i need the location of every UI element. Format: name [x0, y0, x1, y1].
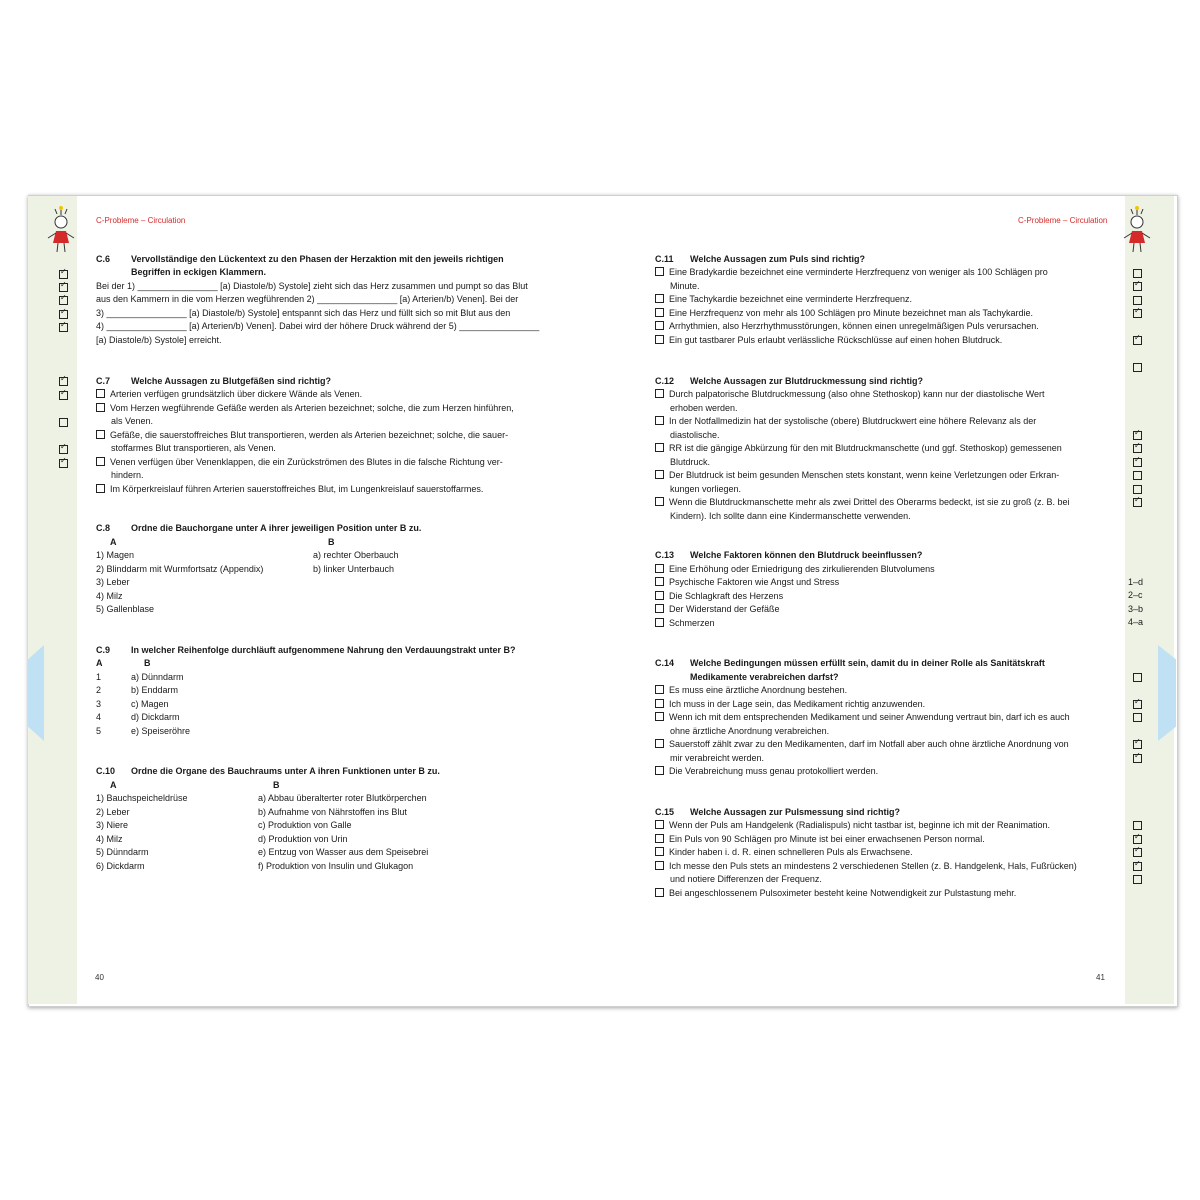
- chapter-header: C-Probleme – Circulation: [96, 216, 186, 225]
- solution-checkbox[interactable]: [1133, 471, 1142, 480]
- list-item: 6) Dickdarm: [96, 861, 145, 871]
- solution-checkbox[interactable]: [59, 391, 68, 400]
- column-head-b: B: [144, 658, 151, 668]
- question-number: C.13: [655, 550, 675, 560]
- question-number: C.8: [96, 523, 111, 533]
- answer-checkbox[interactable]: [655, 497, 664, 506]
- list-item: 2: [96, 685, 102, 695]
- list-item: 4) Milz: [96, 834, 123, 844]
- answer-text: stoffarmes Blut transportieren, als Venen.: [111, 443, 276, 453]
- answer-text: Wenn der Puls am Handgelenk (Radialispuls) nicht tastbar ist, beginne ich mit der Reanimation.: [669, 820, 1051, 830]
- answer-text: Eine Tachykardie bezeichnet eine verminderte Herzfrequenz.: [669, 294, 912, 304]
- question-title: Medikamente verabreichen darfst?: [690, 672, 839, 682]
- mascot-icon: [1120, 205, 1154, 255]
- list-item: 2) Blinddarm mit Wurmfortsatz (Appendix): [96, 564, 264, 574]
- solution-checkbox[interactable]: [1133, 740, 1142, 749]
- solution-pair: 2–c: [1128, 590, 1143, 600]
- solution-checkbox[interactable]: [59, 310, 68, 319]
- answer-checkbox[interactable]: [655, 604, 664, 613]
- list-item: b) Aufnahme von Nährstoffen ins Blut: [258, 807, 407, 817]
- answer-checkbox[interactable]: [655, 335, 664, 344]
- solution-checkbox[interactable]: [1133, 363, 1142, 372]
- column-head-a: A: [110, 537, 117, 547]
- list-item: 1: [96, 672, 102, 682]
- question-text: 3) ________________ [a) Diastole/b) Systole] entspannt sich das Herz und füllt sich so mit Blut aus den: [96, 308, 511, 318]
- question-number: C.7: [96, 376, 111, 386]
- answer-text: Der Widerstand der Gefäße: [669, 604, 780, 614]
- answer-text: Eine Bradykardie bezeichnet eine verminderte Herzfrequenz von weniger als 100 Schlägen pro: [669, 267, 1048, 277]
- solution-pair: 3–b: [1128, 604, 1144, 614]
- answer-checkbox[interactable]: [655, 591, 664, 600]
- answer-checkbox[interactable]: [96, 389, 105, 398]
- answer-text: RR ist die gängige Abkürzung für den mit Blutdruckmanschette (und ggf. Stethoskop) gemessenen: [669, 443, 1062, 453]
- answer-checkbox[interactable]: [655, 888, 664, 897]
- answer-text: erhoben werden.: [670, 403, 738, 413]
- answer-text: Es muss eine ärztliche Anordnung bestehen.: [669, 685, 848, 695]
- solution-checkbox[interactable]: [1133, 754, 1142, 763]
- solution-checkbox[interactable]: [1133, 498, 1142, 507]
- answer-text: Vom Herzen wegführende Gefäße werden als Arterien bezeichnet; solche, die zum Herzen hinführen,: [110, 403, 514, 413]
- answer-text: Ein Puls von 90 Schlägen pro Minute ist bei einer erwachsenen Person normal.: [669, 834, 985, 844]
- list-item: 5: [96, 726, 102, 736]
- question-title: Vervollständige den Lückentext zu den Phasen der Herzaktion mit den jeweils richtigen: [131, 254, 504, 264]
- question-number: C.9: [96, 645, 111, 655]
- answer-text: Minute.: [670, 281, 700, 291]
- question-title: Begriffen in eckigen Klammern.: [131, 267, 267, 277]
- question-title: Ordne die Bauchorgane unter A ihrer jeweiligen Position unter B zu.: [131, 523, 422, 533]
- solution-checkbox[interactable]: [1133, 485, 1142, 494]
- answer-checkbox[interactable]: [655, 834, 664, 843]
- solution-checkbox[interactable]: [1133, 444, 1142, 453]
- question-number: C.11: [655, 254, 674, 264]
- list-item: 3: [96, 699, 102, 709]
- answer-checkbox[interactable]: [655, 739, 664, 748]
- list-item: c) Magen: [131, 699, 169, 709]
- answer-checkbox[interactable]: [655, 685, 664, 694]
- solution-checkbox[interactable]: [1133, 296, 1142, 305]
- solution-checkbox[interactable]: [1133, 673, 1142, 682]
- answer-text: Arterien verfügen grundsätzlich über dickere Wände als Venen.: [110, 389, 363, 399]
- question-title: Welche Aussagen zur Pulsmessung sind richtig?: [690, 807, 901, 817]
- solution-checkbox[interactable]: [59, 323, 68, 332]
- answer-text: diastolische.: [670, 430, 720, 440]
- answer-text: Wenn ich mit dem entsprechenden Medikament und seiner Anwendung vertraut bin, darf ich es auch: [669, 712, 1070, 722]
- column-head-b: B: [328, 537, 335, 547]
- solution-checkbox[interactable]: [1133, 336, 1142, 345]
- list-item: d) Dickdarm: [131, 712, 180, 722]
- list-item: f) Produktion von Insulin und Glukagon: [258, 861, 414, 871]
- answer-checkbox[interactable]: [655, 712, 664, 721]
- question-text: Bei der 1) ________________ [a) Diastole/b) Systole] zieht sich das Herz zusammen und pumpt so das Blut: [96, 281, 528, 291]
- right-thumb-tab: [1158, 645, 1176, 741]
- mascot-icon: [44, 205, 78, 255]
- answer-text: hindern.: [111, 470, 144, 480]
- answer-text: Venen verfügen über Venenklappen, die ein Zurückströmen des Blutes in die falsche Richtung ver-: [110, 457, 503, 467]
- list-item: 3) Leber: [96, 577, 130, 587]
- list-item: e) Speiseröhre: [131, 726, 191, 736]
- list-item: a) rechter Oberbauch: [313, 550, 399, 560]
- answer-text: Ein gut tastbarer Puls erlaubt verlässliche Rückschlüsse auf einen hohen Blutdruck.: [669, 335, 1003, 345]
- solution-checkbox[interactable]: [1133, 309, 1142, 318]
- answer-text: In der Notfallmedizin hat der systolische (obere) Blutdruckwert eine höhere Relevanz als der: [669, 416, 1037, 426]
- list-item: 5) Gallenblase: [96, 604, 155, 614]
- answer-text: kungen vorliegen.: [670, 484, 742, 494]
- solution-checkbox[interactable]: [1133, 848, 1142, 857]
- answer-text: Sauerstoff zählt zwar zu den Medikamenten, darf im Notfall aber auch ohne ärztliche Anordnung von: [669, 739, 1069, 749]
- left-margin-strip: [28, 196, 77, 1004]
- list-item: 1) Bauchspeicheldrüse: [96, 793, 188, 803]
- list-item: b) linker Unterbauch: [313, 564, 395, 574]
- answer-checkbox[interactable]: [655, 321, 664, 330]
- answer-checkbox[interactable]: [655, 564, 664, 573]
- solution-checkbox[interactable]: [1133, 862, 1142, 871]
- page-number: 41: [1096, 973, 1105, 982]
- question-title: Welche Bedingungen müssen erfüllt sein, damit du in deiner Rolle als Sanitätskraft: [690, 658, 1045, 668]
- left-thumb-tab: [28, 645, 44, 741]
- column-head-a: A: [96, 658, 103, 668]
- solution-checkbox[interactable]: [1133, 713, 1142, 722]
- question-number: C.14: [655, 658, 675, 668]
- answer-checkbox[interactable]: [96, 430, 105, 439]
- answer-text: und notiere Differenzen der Frequenz.: [670, 874, 822, 884]
- answer-text: Ich messe den Puls stets an mindestens 2 verschiedenen Stellen (z. B. Handgelenk, Hals, Fußrücken): [669, 861, 1077, 871]
- answer-checkbox[interactable]: [655, 443, 664, 452]
- list-item: a) Dünndarm: [131, 672, 184, 682]
- chapter-header: C-Probleme – Circulation: [1018, 216, 1108, 225]
- question-text: 4) ________________ [a) Arterien/b) Venen]. Dabei wird der höhere Druck während der 5) ________________: [96, 321, 540, 331]
- answer-text: Im Körperkreislauf führen Arterien sauerstoffreiches Blut, im Lungenkreislauf sauerstoffarmes.: [110, 484, 484, 494]
- solution-checkbox[interactable]: [59, 296, 68, 305]
- solution-checkbox[interactable]: [59, 418, 68, 427]
- question-number: C.6: [96, 254, 111, 264]
- answer-text: Arrhythmien, also Herzrhythmusstörungen, können einen unregelmäßigen Puls verursachen.: [669, 321, 1039, 331]
- answer-text: Psychische Faktoren wie Angst und Stress: [669, 577, 840, 587]
- list-item: d) Produktion von Urin: [258, 834, 348, 844]
- question-title: In welcher Reihenfolge durchläuft aufgenommene Nahrung den Verdauungstrakt unter B?: [131, 645, 516, 655]
- solution-checkbox[interactable]: [1133, 821, 1142, 830]
- list-item: 4: [96, 712, 102, 722]
- answer-checkbox[interactable]: [655, 766, 664, 775]
- answer-text: ohne ärztliche Anordnung verabreichen.: [670, 726, 830, 736]
- column-head-a: A: [110, 780, 117, 790]
- list-item: e) Entzug von Wasser aus dem Speisebrei: [258, 847, 429, 857]
- answer-text: Die Verabreichung muss genau protokolliert werden.: [669, 766, 879, 776]
- question-text: [a) Diastole/b) Systole] erreicht.: [96, 335, 222, 345]
- answer-checkbox[interactable]: [655, 577, 664, 586]
- answer-checkbox[interactable]: [655, 389, 664, 398]
- solution-checkbox[interactable]: [59, 445, 68, 454]
- question-title: Ordne die Organe des Bauchraums unter A ihren Funktionen unter B zu.: [131, 766, 440, 776]
- page-number: 40: [95, 973, 104, 982]
- solution-checkbox[interactable]: [1133, 458, 1142, 467]
- answer-text: Kinder haben i. d. R. einen schnelleren Puls als Erwachsene.: [669, 847, 913, 857]
- answer-text: Eine Herzfrequenz von mehr als 100 Schlägen pro Minute bezeichnet man als Tachykardie.: [669, 308, 1034, 318]
- list-item: 3) Niere: [96, 820, 129, 830]
- answer-checkbox[interactable]: [655, 267, 664, 276]
- answer-text: Die Schlagkraft des Herzens: [669, 591, 784, 601]
- solution-checkbox[interactable]: [59, 459, 68, 468]
- solution-checkbox[interactable]: [1133, 269, 1142, 278]
- answer-checkbox[interactable]: [655, 699, 664, 708]
- answer-text: Wenn die Blutdruckmanschette mehr als zwei Drittel des Oberarms bedeckt, ist sie zu groß (z. B. bei: [669, 497, 1070, 507]
- list-item: 1) Magen: [96, 550, 135, 560]
- answer-text: Blutdruck.: [670, 457, 711, 467]
- list-item: c) Produktion von Galle: [258, 820, 352, 830]
- answer-checkbox[interactable]: [655, 470, 664, 479]
- answer-text: als Venen.: [111, 416, 154, 426]
- question-number: C.15: [655, 807, 675, 817]
- solution-checkbox[interactable]: [59, 377, 68, 386]
- solution-checkbox[interactable]: [1133, 282, 1142, 291]
- answer-checkbox[interactable]: [655, 294, 664, 303]
- list-item: b) Enddarm: [131, 685, 179, 695]
- solution-checkbox[interactable]: [1133, 875, 1142, 884]
- answer-text: Durch palpatorische Blutdruckmessung (also ohne Stethoskop) kann nur der diastolische Wert: [669, 389, 1045, 399]
- answer-checkbox[interactable]: [655, 416, 664, 425]
- question-title: Welche Aussagen zur Blutdruckmessung sind richtig?: [690, 376, 924, 386]
- answer-checkbox[interactable]: [655, 847, 664, 856]
- answer-checkbox[interactable]: [655, 308, 664, 317]
- answer-checkbox[interactable]: [96, 403, 105, 412]
- question-title: Welche Faktoren können den Blutdruck beeinflussen?: [690, 550, 923, 560]
- column-head-b: B: [273, 780, 280, 790]
- list-item: 4) Milz: [96, 591, 123, 601]
- answer-text: Der Blutdruck ist beim gesunden Menschen stets konstant, wenn keine Verletzungen oder Erkran-: [669, 470, 1060, 480]
- solution-pair: 4–a: [1128, 617, 1144, 627]
- answer-checkbox[interactable]: [655, 618, 664, 627]
- answer-text: Eine Erhöhung oder Erniedrigung des zirkulierenden Blutvolumens: [669, 564, 935, 574]
- solution-checkbox[interactable]: [1133, 835, 1142, 844]
- question-title: Welche Aussagen zum Puls sind richtig?: [690, 254, 866, 264]
- list-item: 5) Dünndarm: [96, 847, 149, 857]
- answer-text: Schmerzen: [669, 618, 715, 628]
- answer-text: Gefäße, die sauerstoffreiches Blut transportieren, werden als Arterien bezeichnet; solche, die sauer-: [110, 430, 509, 440]
- answer-text: mir verabreicht werden.: [670, 753, 765, 763]
- question-number: C.10: [96, 766, 116, 776]
- list-item: a) Abbau überalterter roter Blutkörperchen: [258, 793, 427, 803]
- answer-text: Ich muss in der Lage sein, das Medikament richtig anzuwenden.: [669, 699, 926, 709]
- answer-checkbox[interactable]: [96, 457, 105, 466]
- answer-checkbox[interactable]: [96, 484, 105, 493]
- answer-checkbox[interactable]: [655, 820, 664, 829]
- answer-text: Bei angeschlossenem Pulsoximeter besteht keine Notwendigkeit zur Pulstastung mehr.: [669, 888, 1017, 898]
- solution-checkbox[interactable]: [1133, 700, 1142, 709]
- list-item: 2) Leber: [96, 807, 130, 817]
- answer-checkbox[interactable]: [655, 861, 664, 870]
- question-title: Welche Aussagen zu Blutgefäßen sind richtig?: [131, 376, 332, 386]
- answer-text: Kindern). Ich sollte dann eine Kindermanschette verwenden.: [670, 511, 911, 521]
- solution-checkbox[interactable]: [1133, 431, 1142, 440]
- solution-pair: 1–d: [1128, 577, 1144, 587]
- question-number: C.12: [655, 376, 675, 386]
- solution-checkbox[interactable]: [59, 270, 68, 279]
- solution-checkbox[interactable]: [59, 283, 68, 292]
- question-text: aus den Kammern in die vom Herzen wegführenden 2) ________________ [a) Arterien/b) Venen]. Bei der: [96, 294, 519, 304]
